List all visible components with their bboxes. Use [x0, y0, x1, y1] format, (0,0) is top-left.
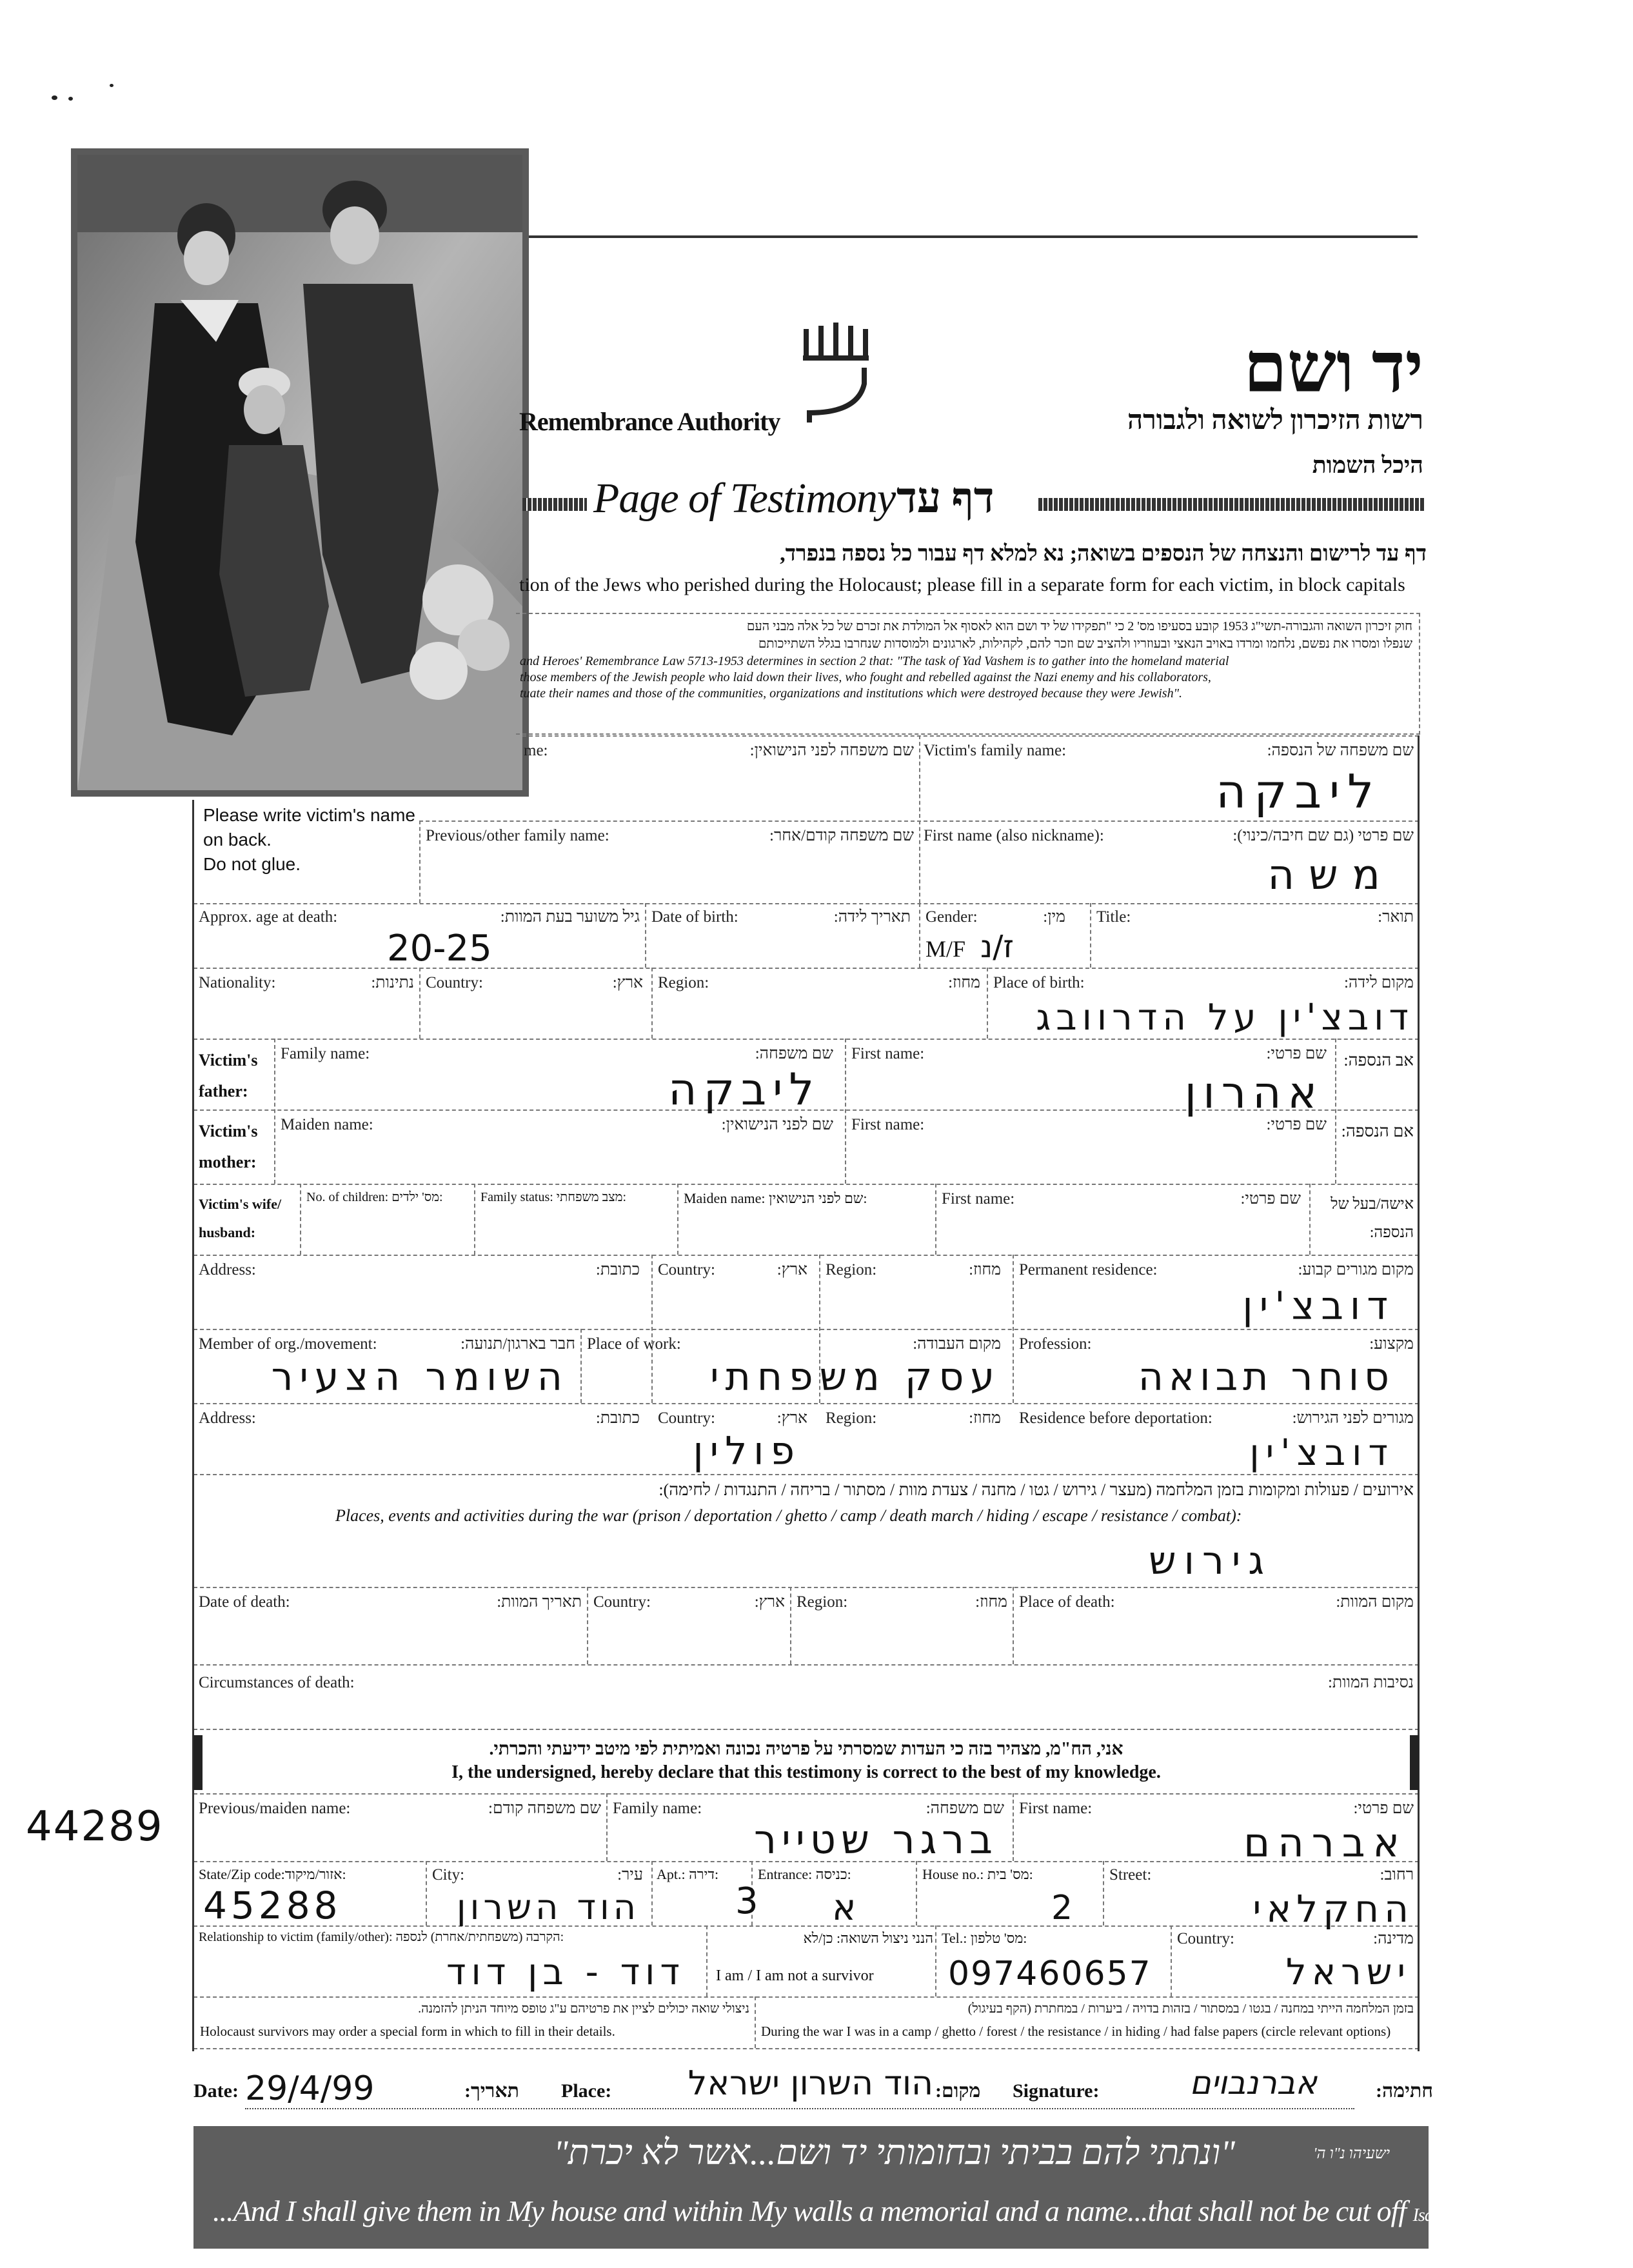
sub-house-label-he: מס' בית: [987, 1866, 1033, 1882]
sub-country-label: Country: [1177, 1930, 1234, 1947]
mother-maiden-label-he: שם לפני הנישואין: [721, 1116, 833, 1133]
children-label-he: מס' ילדים: [391, 1190, 443, 1204]
pob-label: Place of birth: [993, 974, 1085, 991]
pob-value[interactable]: דובצ'ין על הדרוובג [1036, 997, 1414, 1039]
places-label-he: אירועים / פעולות ומקומות בזמן המלחמה (מעצר / גירוש / גטו / מחנה / צעדת מוות / מסתור / בריחה / התנגדות / לחימה): [658, 1480, 1414, 1499]
signature-value[interactable]: אברנבוים [1189, 2064, 1317, 2102]
date-label: Date: [193, 2080, 239, 2102]
sub-family-label-he: שם משפחה: [925, 1800, 1004, 1817]
work-value[interactable]: עסק משפחתי [710, 1355, 1001, 1400]
footer-quote-en-text: ...And I shall give them in My house and within My walls a memorial and a name...that shall not be cut off [213, 2194, 1407, 2227]
age-value[interactable]: 20-25 [387, 928, 492, 970]
age-label-he: גיל משוער בעת המוות: [500, 908, 640, 926]
address-label: Address: [199, 1261, 256, 1278]
family-status-label-he: מצב משפחתי: [556, 1190, 627, 1204]
declaration-en: I, the undersigned, hereby declare that this testimony is correct to the best of my knowledge. [451, 1762, 1161, 1782]
sub-entrance-value[interactable]: א [832, 1887, 856, 1929]
first-name-value[interactable]: משה [1267, 851, 1394, 899]
dod-label: Date of death: [199, 1593, 290, 1611]
country-label: Country: [426, 974, 483, 991]
perm-res-label-he: מקום מגורים קבוע: [1298, 1261, 1414, 1278]
first-name-label: First name (also nickname): [924, 827, 1104, 844]
sub-rel-label [199, 1930, 564, 1945]
law-en-2: those members of the Jewish people who laid down their lives, who fought and rebelled against the Nazi enemy and his collaborators, [520, 670, 1211, 684]
pob-label-he: מקום לידה: [1343, 974, 1414, 991]
mother-first-label: First name: [851, 1116, 925, 1133]
hall-he: היכל השמות [1312, 452, 1423, 478]
file-number: 44289 [26, 1803, 164, 1851]
region4-label-he: מחוז: [975, 1593, 1007, 1611]
sub-tel-label [942, 1930, 1027, 1947]
sub-entrance-label-en: Entrance: [758, 1866, 813, 1882]
dod-label-he: תאריך המוות: [497, 1593, 582, 1611]
spouse-first-label: First name: [942, 1190, 1015, 1208]
dob-label: Date of birth: [651, 908, 738, 926]
place-label: Place: [561, 2080, 612, 2102]
perm-res-value[interactable]: דובצ'ין [1242, 1284, 1394, 1329]
declaration-box [193, 1735, 1419, 1790]
page-title-he: דף עד [896, 475, 995, 522]
footer-band [193, 2126, 1492, 2249]
sub-street-label: Street: [1109, 1866, 1152, 1884]
father-family-label: Family name: [281, 1045, 370, 1062]
first-name-label-he: שם פרטי (גם שם חיבה/כינוי): [1232, 827, 1414, 844]
yad-vashem-logo-icon [797, 323, 880, 429]
pod-label: Place of death: [1019, 1593, 1115, 1611]
title-label-he: תואר: [1378, 908, 1414, 926]
photo-note-line-3: Do not glue. [203, 854, 301, 874]
family-status-label [480, 1190, 626, 1205]
member-label: Member of org./movement: [199, 1335, 377, 1353]
sub-zip-label [199, 1866, 346, 1883]
sub-tel-value[interactable]: 097460657 [948, 1955, 1152, 1993]
sub-prev-label: Previous/maiden name: [199, 1800, 351, 1817]
sub-first-label: First name: [1019, 1800, 1093, 1817]
note-en-2: During the war I was in a camp / ghetto / forest / the resistance / in hiding / had false papers (circle relevant options) [761, 2024, 1391, 2039]
place-value[interactable]: הוד השרון ישראל [688, 2064, 933, 2103]
spouse-label-he: אישה/בעל של הנספה: [1331, 1196, 1414, 1241]
sub-survivor-label-he: הנני ניצול השואה: כן/לא [803, 1930, 933, 1946]
perm-res-label: Permanent residence: [1019, 1261, 1158, 1278]
spouse-maiden-label-en: Maiden name: [684, 1190, 766, 1206]
region-label-he: מחוז: [948, 974, 980, 991]
region3-label-he: מחוז: [969, 1409, 1001, 1427]
res-before-label-he: מגורים לפני הגירוש: [1292, 1409, 1414, 1427]
circ-label: Circumstances of death: [199, 1674, 355, 1691]
sub-house-label-en: House no.: [922, 1866, 984, 1882]
date-value[interactable]: 29/4/99 [245, 2069, 375, 2108]
date-label-he: תאריך: [464, 2080, 519, 2102]
region4-label: Region: [797, 1593, 848, 1611]
address-label-he: כתובת: [595, 1261, 640, 1278]
logo-he: יד ושם [1243, 330, 1423, 407]
nationality-label-he: נתינות: [371, 974, 414, 991]
country2-label: Country: [658, 1261, 715, 1278]
authority-en: Remembrance Authority [519, 407, 780, 436]
law-he: חוק זיכרון השואה והגבורה-תשי"ג 1953 קובע בסעיפו מס' 2 כי "תפקידו של יד ושם הוא לאסוף אל המולדת את זכרם של כל אלה מבני העם [746, 619, 1412, 633]
father-first-label: First name: [851, 1045, 925, 1062]
footer-quote-he [553, 2133, 1235, 2173]
instruction-en: tion of the Jews who perished during the Holocaust; please fill in a separate form for each victim, in block capitals [519, 574, 1405, 595]
law-he-2: שנפלו ומסרו את נפשם, נלחמו ומרדו באויב הנאצי ובעוזריו ולהציב שם וזכר להם, לקהילות, לארגונים ולמוסדות שנחרבו בגלל השתייכותם [758, 637, 1412, 651]
profession-value[interactable]: סוחר תבואה [1138, 1355, 1394, 1400]
father-family-label-he: שם משפחה: [755, 1045, 833, 1062]
gender-options: M/F [925, 936, 966, 962]
member-value[interactable]: השומר הצעיר [271, 1355, 569, 1400]
title-bar-right [1038, 498, 1425, 511]
sub-country-label-he: מדינה: [1373, 1930, 1414, 1947]
sub-family-value[interactable]: ברגר שטייר [754, 1816, 998, 1863]
sub-rel-value[interactable]: דוד - בן דוד [446, 1951, 685, 1993]
member-label-he: חבר בארגון/תנועה: [460, 1335, 575, 1353]
country-label-he: ארץ: [612, 974, 643, 991]
place-label-he: מקום: [935, 2080, 981, 2102]
region-label: Region: [658, 974, 709, 991]
sub-entrance-label [758, 1866, 851, 1883]
work-label-he: מקום העבודה: [913, 1335, 1001, 1353]
mother-label: Victim's mother: [199, 1122, 258, 1171]
photo-note-line-1: Please write victim's name [203, 805, 415, 825]
father-family-value[interactable]: ליבקה [668, 1064, 820, 1115]
sub-house-value[interactable]: 2 [1051, 1889, 1073, 1927]
father-first-label-he: שם פרטי: [1266, 1045, 1327, 1062]
authority-he: רשות הזיכרון לשואה ולגבורה [1127, 406, 1423, 435]
sub-entrance-label-he: כניסה: [815, 1866, 851, 1882]
law-box [516, 613, 1420, 735]
sub-country-value[interactable]: ישראל [1285, 1951, 1410, 1993]
sub-street-value[interactable]: החקלאי [1252, 1887, 1414, 1931]
sub-city-value[interactable]: הוד השרון [456, 1887, 640, 1927]
sub-zip-label-he: אזור/מיקוד: [284, 1866, 346, 1882]
signature-label: Signature: [1013, 2080, 1100, 2102]
country3-label: Country: [658, 1409, 715, 1427]
photo-note [203, 803, 415, 877]
victim-photo [77, 155, 522, 790]
sub-house-label [922, 1866, 1033, 1883]
declaration-he: אני, הח"מ, מצהיר בזה כי העדות שמסרתי על פרטיה נכונה ואמיתית לפי מיטב ידיעתי והכרתי. [489, 1739, 1123, 1759]
mother-label-he: אם הנספה: [1341, 1122, 1414, 1140]
sub-apt-label [657, 1866, 718, 1883]
res-before-value[interactable]: דובצ'ין [1249, 1432, 1394, 1474]
prev-name-label-he: שם משפחה קודם/אחר: [769, 827, 914, 844]
spouse-label: Victim's wife/ husband: [199, 1196, 282, 1240]
age-label: Approx. age at death: [199, 908, 338, 926]
children-label [306, 1190, 443, 1205]
res-before-label: Residence before deportation: [1019, 1409, 1212, 1427]
country3-value[interactable]: פולין [693, 1429, 801, 1474]
note-en-1: Holocaust survivors may order a special form in which to fill in their details. [200, 2024, 615, 2039]
sub-prev-label-he: שם משפחה קודם: [488, 1800, 601, 1817]
sub-first-value[interactable]: אברהם [1243, 1819, 1407, 1866]
gender-label: Gender: [925, 908, 978, 926]
title-bar-left [522, 498, 587, 511]
region2-label-he: מחוז: [969, 1261, 1001, 1278]
footer-quote-en [213, 2194, 1492, 2228]
instruction-he: דף עד לרישום והנצחה של הנספים בשואה; נא למלא דף עבור כל נספה בנפרד, [780, 542, 1427, 566]
signature-label-he: חתימה: [1376, 2080, 1433, 2102]
maiden-name-label: me: [524, 742, 548, 759]
page-title-en: Page of Testimony [593, 475, 896, 522]
note-he-1: ניצולי שואה יכולים לציין את פרטיהם ע"ג טופס מיוחד הניתן להזמנה. [418, 2002, 749, 2016]
sub-tel-label-he: מס' טלפון: [970, 1930, 1027, 1946]
address2-label-he: כתובת: [595, 1409, 640, 1427]
gender-label-he: מין: [1043, 908, 1065, 926]
note-he-2: בזמן המלחמה הייתי במחנה / בגטו / במסתור / בזהות בדויה / ביערות / במחתרת (הקף בעיגול) [967, 2002, 1414, 2016]
profession-label: Profession: [1019, 1335, 1092, 1353]
father-label-he: אב הנספה: [1343, 1051, 1414, 1069]
gender-value[interactable]: ז/נ [980, 929, 1014, 965]
sub-rel-label-en: Relationship to victim (family/other): [199, 1930, 393, 1944]
sub-rel-label-he: הקרבה (משפחתית/אחרת) לנספה: [395, 1930, 564, 1944]
region3-label: Region: [826, 1409, 877, 1427]
family-status-label-en: Family status: [480, 1190, 553, 1204]
family-name-label-he: שם משפחה של הנספה: [1267, 742, 1414, 759]
sub-tel-label-en: Tel.: [942, 1930, 967, 1946]
country3-label-he: ארץ: [777, 1409, 807, 1427]
sub-family-label: Family name: [613, 1800, 702, 1817]
spouse-maiden-label [684, 1190, 867, 1207]
region2-label: Region: [826, 1261, 877, 1278]
country2-label-he: ארץ: [777, 1261, 807, 1278]
sub-street-label-he: רחוב: [1380, 1866, 1414, 1884]
work-label: Place of work: [587, 1335, 681, 1353]
sub-zip-label-en: State/Zip code: [199, 1866, 285, 1882]
sub-apt-label-en: Apt.: [657, 1866, 686, 1882]
sub-survivor-label-en: I am / I am not a survivor [716, 1967, 874, 1984]
country4-label-he: ארץ: [754, 1593, 785, 1611]
photo-note-line-2: on back. [203, 830, 272, 850]
footer-ref-he: ישעיהו נ"ו ה' [1313, 2145, 1390, 2162]
country4-label: Country: [593, 1593, 651, 1611]
footer-ref-en: Isaiah, 56:5 [1412, 2205, 1492, 2225]
family-name-value[interactable]: ליבקה [1216, 764, 1381, 819]
nationality-label: Nationality: [199, 974, 276, 991]
law-en-1: and Heroes' Remembrance Law 5713-1953 determines in section 2 that: "The task of Yad Vashem is to gather into the homeland material [520, 654, 1229, 668]
footer-quote-he-text: "ונתתי להם בביתי ובחומותי יד ושם...אשר לא יכרת" [553, 2133, 1235, 2172]
sub-first-label-he: שם פרטי: [1353, 1800, 1414, 1817]
title-label: Title: [1096, 908, 1131, 926]
sub-apt-label-he: דירה: [689, 1866, 719, 1882]
spouse-first-label-he: שם פרטי: [1240, 1190, 1301, 1208]
mother-first-label-he: שם פרטי: [1266, 1116, 1327, 1133]
pod-label-he: מקום המוות: [1336, 1593, 1414, 1611]
dob-label-he: תאריך לידה: [833, 908, 911, 926]
children-label-en: No. of children: [306, 1190, 389, 1204]
spouse-maiden-label-he: שם לפני הנישואין: [768, 1190, 867, 1206]
law-en-3: tuate their names and those of the communities, organizations and institutions which were destroyed because they were Jewish". [520, 686, 1182, 701]
sub-city-label: City: [432, 1866, 465, 1884]
family-name-label: Victim's family name: [924, 742, 1067, 759]
father-first-value[interactable]: אהרון [1184, 1068, 1323, 1119]
places-value[interactable]: גירוש [1149, 1538, 1272, 1584]
prev-name-label: Previous/other family name: [426, 827, 609, 844]
address2-label: Address: [199, 1409, 256, 1427]
father-label: Victim's father: [199, 1051, 258, 1100]
photo-image [77, 155, 522, 790]
sub-city-label-he: עיר: [617, 1866, 643, 1884]
profession-label-he: מקצוע: [1369, 1335, 1414, 1353]
maiden-name-label-he: שם משפחה לפני הנישואין: [749, 742, 914, 759]
sub-zip-value[interactable]: 45288 [203, 1884, 342, 1927]
circ-label-he: נסיבות המוות: [1327, 1674, 1414, 1691]
mother-maiden-label: Maiden name: [281, 1116, 373, 1133]
sub-apt-value[interactable]: 3 [735, 1880, 758, 1922]
places-label-en: Places, events and activities during the war (prison / deportation / ghetto / camp / death march / hiding / escape / resistance / combat): [335, 1506, 1242, 1525]
